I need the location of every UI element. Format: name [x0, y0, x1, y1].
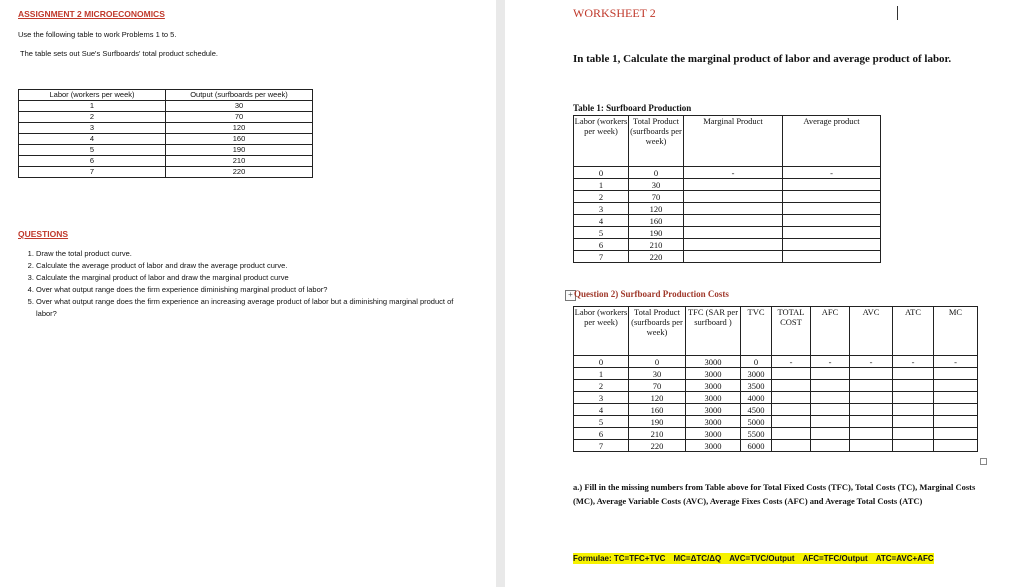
question-item: 4. Over what output range does the firm experience diminishing marginal product of labor?: [36, 284, 456, 296]
table-row: 5 190: [574, 227, 881, 239]
input-cell[interactable]: [684, 251, 783, 263]
input-cell[interactable]: [934, 368, 978, 380]
input-cell[interactable]: [850, 380, 893, 392]
input-cell[interactable]: [684, 215, 783, 227]
input-cell[interactable]: [934, 416, 978, 428]
input-cell[interactable]: [783, 251, 881, 263]
input-cell[interactable]: [934, 392, 978, 404]
formula-tc: Formulae: TC=TFC+TVC: [573, 554, 666, 563]
header-tfc: TFC (SAR per surfboard ): [686, 307, 741, 356]
left-page: [0, 0, 496, 587]
question-item: 1. Draw the total product curve.: [36, 248, 456, 260]
input-cell[interactable]: [850, 404, 893, 416]
input-cell[interactable]: [684, 203, 783, 215]
table-row: 0 0 3000 0 - - - - -: [574, 356, 978, 368]
q1-prompt: In table 1, Calculate the marginal product of labor and average product of labor.: [573, 53, 952, 65]
table-row: 2 70 3000 3500: [574, 380, 978, 392]
input-cell[interactable]: [811, 380, 850, 392]
input-cell[interactable]: [772, 416, 811, 428]
input-cell[interactable]: [811, 428, 850, 440]
table-resize-handle[interactable]: [980, 458, 987, 465]
table-row: 5 190 3000 5000: [574, 416, 978, 428]
table-row: 2 70: [574, 191, 881, 203]
input-cell[interactable]: [811, 416, 850, 428]
header-total-product: Total Product (surfboards per week): [629, 116, 684, 167]
table-row: 6 210: [19, 156, 313, 167]
input-cell[interactable]: [850, 392, 893, 404]
input-cell[interactable]: [772, 440, 811, 452]
surfboard-production-table: [573, 115, 881, 263]
assignment-title: ASSIGNMENT 2 MICROECONOMICS: [18, 9, 165, 19]
formula-atc: ATC=AVC+AFC: [875, 554, 934, 563]
input-cell[interactable]: [893, 428, 934, 440]
table-row: 7 220: [574, 251, 881, 263]
header-tvc: TVC: [741, 307, 772, 356]
input-cell[interactable]: [850, 368, 893, 380]
input-cell[interactable]: [811, 440, 850, 452]
header-output: Output (surfboards per week): [166, 90, 313, 101]
header-total-cost: TOTAL COST: [772, 307, 811, 356]
input-cell[interactable]: [893, 392, 934, 404]
header-labor: Labor (workers per week): [574, 307, 629, 356]
table-row: 1 30 3000 3000: [574, 368, 978, 380]
input-cell[interactable]: [850, 416, 893, 428]
input-cell[interactable]: [684, 227, 783, 239]
table-row: 3 120 3000 4000: [574, 392, 978, 404]
input-cell[interactable]: [934, 404, 978, 416]
input-cell[interactable]: [783, 227, 881, 239]
input-cell[interactable]: [893, 440, 934, 452]
header-labor: Labor (workers per week): [19, 90, 166, 101]
move-handle-icon[interactable]: +: [565, 290, 576, 301]
intro-text: The table sets out Sue's Surfboards' total product schedule.: [20, 49, 218, 58]
header-avc: AVC: [850, 307, 893, 356]
input-cell[interactable]: [783, 179, 881, 191]
output-table: [18, 89, 313, 178]
input-cell[interactable]: [772, 404, 811, 416]
part-a-text: a.) Fill in the missing numbers from Table above for Total Fixed Costs (TFC), Total Costs (TC), Marginal Costs (MC), Average Variable Costs (AVC), Average Fixes Costs (AFC) and Average Total Costs (ATC): [573, 482, 976, 506]
table-row: 1 30: [574, 179, 881, 191]
formulae-bar: [573, 553, 934, 564]
questions-heading: QUESTIONS: [18, 229, 69, 239]
formula-afc: AFC=TFC/Output: [802, 554, 868, 563]
header-afc: AFC: [811, 307, 850, 356]
header-labor: Labor (workers per week): [574, 116, 629, 167]
input-cell[interactable]: [772, 428, 811, 440]
input-cell[interactable]: [783, 191, 881, 203]
input-cell[interactable]: [772, 392, 811, 404]
table-row: 5 190: [19, 145, 313, 156]
header-total-product: Total Product (surfboards per week): [629, 307, 686, 356]
table-row: 2 70: [19, 112, 313, 123]
header-average-product: Average product: [783, 116, 881, 167]
table-row: 7 220 3000 6000: [574, 440, 978, 452]
input-cell[interactable]: [783, 215, 881, 227]
table-row: 3 120: [574, 203, 881, 215]
input-cell[interactable]: [783, 239, 881, 251]
formula-mc: MC=ΔTC/ΔQ: [673, 554, 722, 563]
worksheet-title: WORKSHEET 2: [573, 6, 656, 20]
table-row: 6 210 3000 5500: [574, 428, 978, 440]
input-cell[interactable]: [893, 416, 934, 428]
table-row: 3 120: [19, 123, 313, 134]
header-atc: ATC: [893, 307, 934, 356]
header-marginal-product: Marginal Product: [684, 116, 783, 167]
input-cell[interactable]: [893, 380, 934, 392]
input-cell[interactable]: [772, 368, 811, 380]
question-item: 3. Calculate the marginal product of labor and draw the marginal product curve: [36, 272, 456, 284]
input-cell[interactable]: [811, 368, 850, 380]
table-row: 1 30: [19, 101, 313, 112]
input-cell[interactable]: [850, 428, 893, 440]
formula-avc: AVC=TVC/Output: [729, 554, 795, 563]
question-item: 5. Over what output range does the firm experience an increasing average product of labor but a diminishing marginal product of labor?: [36, 296, 456, 320]
input-cell[interactable]: [684, 191, 783, 203]
right-page: [505, 0, 1024, 587]
table-row: 4 160: [19, 134, 313, 145]
input-cell[interactable]: [811, 404, 850, 416]
input-cell[interactable]: [684, 179, 783, 191]
input-cell[interactable]: [850, 440, 893, 452]
input-cell[interactable]: [811, 392, 850, 404]
header-mc: MC: [934, 307, 978, 356]
table-row: 0 0 - -: [574, 167, 881, 179]
input-cell[interactable]: [893, 368, 934, 380]
table-row: 4 160 3000 4500: [574, 404, 978, 416]
q2-heading: Question 2) Surfboard Production Costs: [574, 289, 729, 299]
input-cell[interactable]: [934, 380, 978, 392]
input-cell[interactable]: [934, 428, 978, 440]
text-cursor: [897, 6, 898, 20]
input-cell[interactable]: [783, 203, 881, 215]
table-row: 4 160: [574, 215, 881, 227]
input-cell[interactable]: [772, 380, 811, 392]
input-cell[interactable]: [893, 404, 934, 416]
table-row: 7 220: [19, 167, 313, 178]
input-cell[interactable]: [684, 239, 783, 251]
table1-caption: Table 1: Surfboard Production: [573, 103, 692, 113]
instruction-text: Use the following table to work Problems 1 to 5.: [18, 30, 177, 39]
input-cell[interactable]: [934, 440, 978, 452]
production-costs-table: [573, 306, 978, 452]
questions-list: [18, 248, 456, 320]
question-item: 2. Calculate the average product of labor and draw the average product curve.: [36, 260, 456, 272]
table-row: 6 210: [574, 239, 881, 251]
